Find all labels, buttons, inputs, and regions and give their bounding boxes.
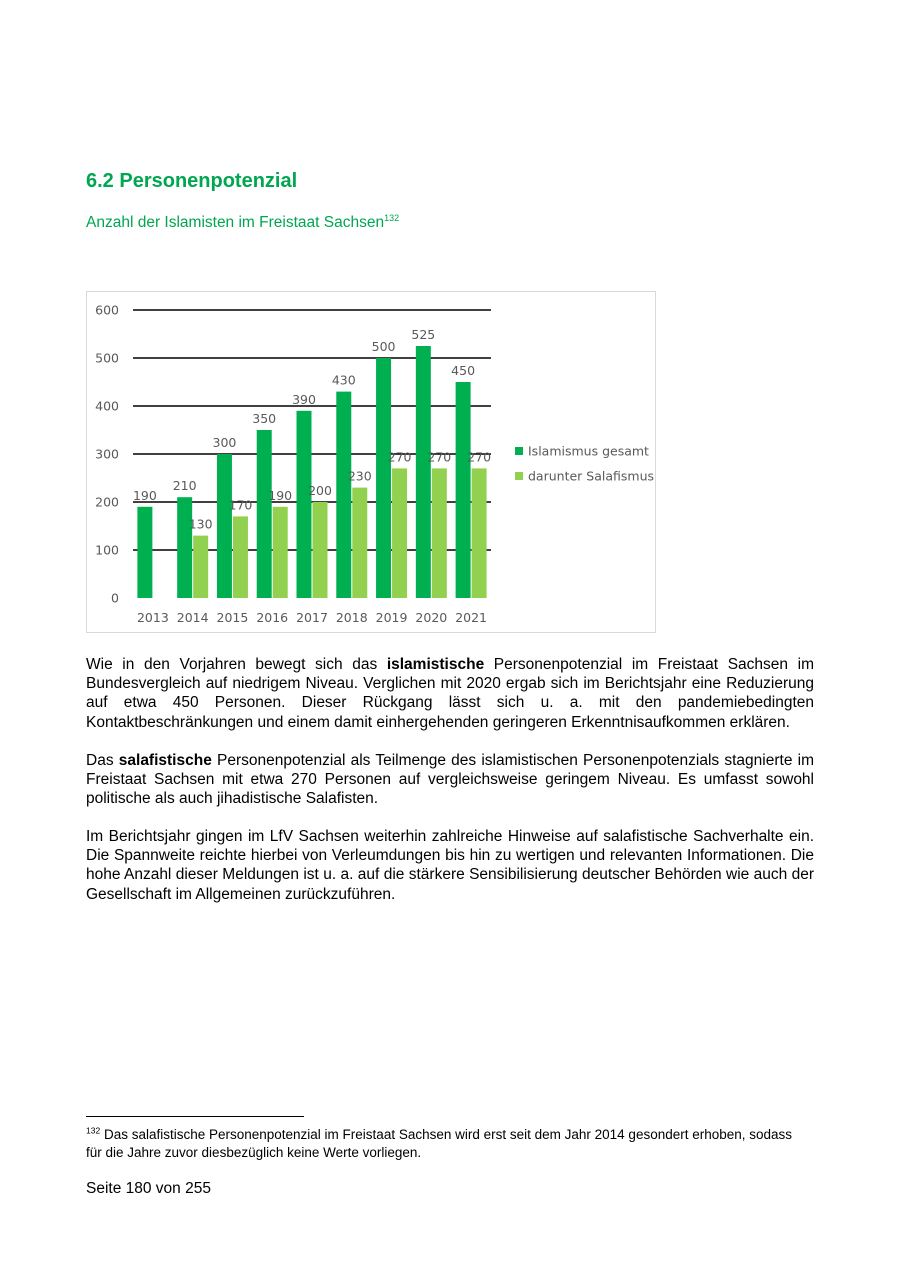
bar-total: [177, 497, 192, 598]
paragraph-emphasis: salafistische: [118, 752, 212, 769]
data-label: 210: [172, 478, 197, 494]
bar-total: [257, 430, 272, 598]
y-tick-label: 100: [95, 542, 119, 558]
footnote-number: 132: [86, 1125, 101, 1136]
bar-salafism: [352, 488, 367, 598]
legend-swatch: [515, 447, 523, 455]
bar-salafism: [432, 468, 447, 598]
chart-caption-text: Anzahl der Islamisten im Freistaat Sachsen: [86, 214, 385, 231]
paragraph-text: Wie in den Vorjahren bewegt sich das: [86, 656, 387, 673]
y-tick-label: 400: [95, 398, 119, 414]
page-number: Seite 180 von 255: [86, 1180, 211, 1197]
data-label: 430: [331, 372, 356, 388]
bar-total: [416, 346, 431, 598]
footnote-divider: [86, 1116, 304, 1117]
footnote-text: Das salafistische Personenpotenzial im Freistaat Sachsen wird erst seit dem Jahr 2014 gesondert erhoben, sodass für die Jahre zuvor diesbezüglich keine Werte vorliegen.: [86, 1127, 793, 1160]
bar-total: [336, 392, 351, 598]
chart-caption: [86, 214, 399, 232]
x-tick-label: 2019: [375, 610, 408, 625]
x-tick-label: 2017: [296, 610, 328, 625]
data-label: 270: [427, 449, 452, 465]
data-label: 300: [212, 435, 237, 450]
legend-swatch: [515, 472, 523, 480]
data-label: 130: [188, 516, 213, 532]
bar-total: [456, 382, 471, 598]
legend-label: darunter Salafismus: [528, 468, 655, 484]
x-tick-label: 2020: [415, 610, 448, 625]
paragraph-reports: Im Berichtsjahr gingen im LfV Sachsen weiterhin zahlreiche Hinweise auf salafistische Sachverhalte ein. Die Spannweite reichte hierbei von Verleumdungen bis hin zu wertigen und relevanten Informationen. Die hohe Anzahl dieser Meldungen ist u. a. auf die stärkere Sensibilisierung deutscher Behörden wie auch der Gesellschaft im Allgemeinen zurückzuführen.: [86, 828, 814, 903]
paragraph-text: Personenpotenzial als Teilmenge des islamistischen Personenpotenzials stagnierte im Freistaat Sachsen mit etwa 270 Personen auf vergleichsweise geringem Niveau. Es umfasst sowohl politische als auch jihadistische Salafisten.: [86, 752, 814, 808]
data-label: 270: [387, 449, 412, 465]
data-label: 230: [347, 468, 372, 484]
bar-salafism: [392, 468, 407, 598]
x-tick-label: 2016: [256, 610, 289, 625]
paragraph-salafism: [86, 751, 814, 809]
bar-total: [297, 411, 312, 598]
y-tick-label: 300: [95, 446, 119, 462]
data-label: 450: [451, 363, 476, 378]
paragraph-text: Personenpotenzial im Freistaat Sachsen im Bundesvergleich auf niedrigem Niveau. Verglichen mit 2020 ergab sich im Berichtsjahr eine Reduzierung auf etwa 450 Personen. Dieser Rückgang lässt sich u. a. mit den pandemiebedingten Kontaktbeschränkungen und einem damit einhergehenden geringeren Erkenntnisaufkommen erklären.: [86, 656, 814, 731]
y-tick-label: 500: [95, 350, 119, 366]
paragraph-emphasis: islamistische: [386, 656, 485, 673]
section-heading: 6.2 Personenpotenzial: [86, 170, 298, 192]
data-label: 270: [467, 449, 492, 465]
legend-label: Islamismus gesamt: [528, 443, 649, 459]
footnote: [86, 1126, 804, 1162]
y-tick-label: 600: [95, 302, 119, 318]
bar-salafism: [313, 502, 328, 598]
bar-salafism: [193, 536, 208, 598]
x-tick-label: 2014: [176, 610, 209, 625]
data-label: 525: [411, 327, 436, 342]
x-tick-label: 2013: [136, 610, 169, 625]
y-tick-label: 200: [95, 494, 119, 510]
data-label: 390: [292, 391, 316, 407]
x-tick-label: 2018: [335, 610, 368, 625]
data-label: 500: [371, 339, 396, 354]
data-label: 190: [268, 487, 293, 503]
x-tick-label: 2015: [216, 610, 249, 625]
bar-total: [376, 358, 391, 598]
paragraph-islamism: [86, 655, 814, 732]
paragraph-text: Das: [86, 752, 119, 769]
bar-total: [137, 507, 152, 598]
data-label: 350: [252, 411, 277, 426]
bar-chart-svg: [87, 292, 657, 634]
bar-total: [217, 454, 232, 598]
footnote-ref[interactable]: 132: [384, 212, 400, 223]
data-label: 200: [308, 483, 332, 498]
bar-salafism: [233, 516, 248, 598]
y-tick-label: 0: [111, 590, 119, 606]
x-tick-label: 2021: [455, 610, 488, 625]
bar-chart: [86, 291, 656, 633]
data-label: 170: [228, 497, 253, 513]
bar-salafism: [273, 507, 288, 598]
bar-salafism: [472, 468, 487, 598]
data-label: 190: [132, 487, 157, 503]
